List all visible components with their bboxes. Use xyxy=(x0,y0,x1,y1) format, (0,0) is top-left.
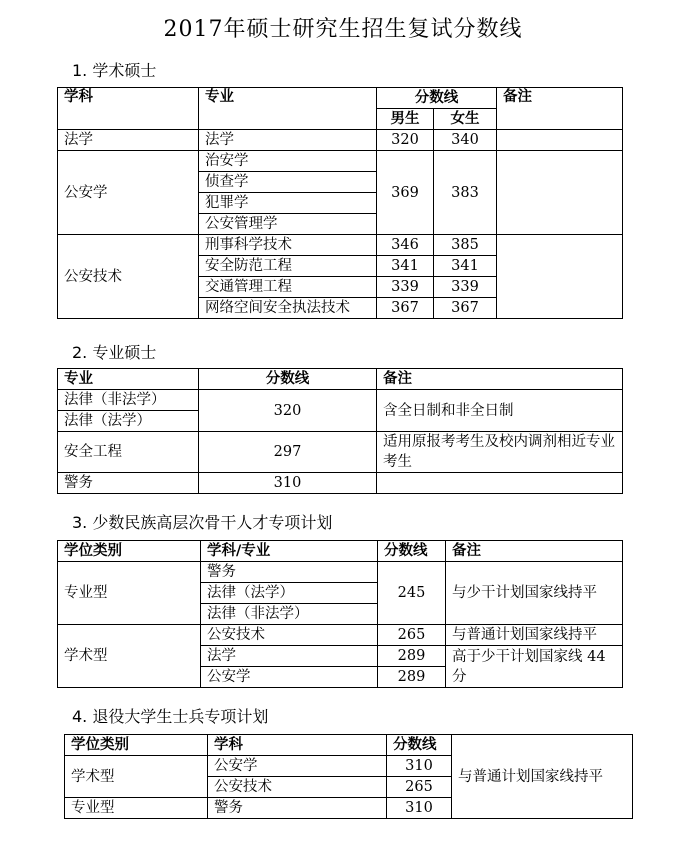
major-cell: 法学 xyxy=(199,130,377,151)
note-cell xyxy=(497,130,623,151)
header-male: 男生 xyxy=(377,109,434,130)
note-cell xyxy=(377,473,623,494)
header-subject: 学科 xyxy=(208,735,387,756)
subject-cell: 警务 xyxy=(201,562,378,583)
subject-cell: 公安学 xyxy=(201,667,378,688)
table-row xyxy=(58,390,623,411)
subject-cell: 法学 xyxy=(201,646,378,667)
header-type: 学位类别 xyxy=(58,541,201,562)
score-cell: 320 xyxy=(199,390,377,432)
note-cell: 适用原报考考生及校内调剂相近专业考生 xyxy=(377,432,623,473)
note-cell: 与普通计划国家线持平 xyxy=(452,735,633,819)
male-score: 369 xyxy=(377,151,434,235)
subject-cell: 公安技术 xyxy=(208,777,387,798)
type-cell: 专业型 xyxy=(65,798,208,819)
header-note: 备注 xyxy=(446,541,623,562)
header-female: 女生 xyxy=(434,109,497,130)
table-row xyxy=(58,130,623,151)
subject-cell: 法律（非法学） xyxy=(201,604,378,625)
section-2-heading: 2. 专业硕士 xyxy=(72,343,157,362)
subject-cell: 公安技术 xyxy=(58,235,199,319)
score-cell: 310 xyxy=(199,473,377,494)
type-cell: 学术型 xyxy=(58,625,201,688)
header-note: 备注 xyxy=(497,88,623,130)
table-row xyxy=(58,625,623,646)
type-cell: 专业型 xyxy=(58,562,201,625)
major-cell: 交通管理工程 xyxy=(199,277,377,298)
major-cell: 安全防范工程 xyxy=(199,256,377,277)
major-cell: 警务 xyxy=(58,473,199,494)
header-score: 分数线 xyxy=(377,88,497,109)
subject-cell: 公安学 xyxy=(208,756,387,777)
female-score: 341 xyxy=(434,256,497,277)
female-score: 385 xyxy=(434,235,497,256)
table-row xyxy=(58,562,623,583)
score-cell: 310 xyxy=(387,756,452,777)
subject-cell: 法学 xyxy=(58,130,199,151)
veteran-plan-table xyxy=(64,734,633,819)
note-cell xyxy=(497,151,623,235)
header-score: 分数线 xyxy=(378,541,446,562)
section-3-heading: 3. 少数民族高层次骨干人才专项计划 xyxy=(72,513,333,532)
score-cell: 265 xyxy=(387,777,452,798)
female-score: 339 xyxy=(434,277,497,298)
header-score: 分数线 xyxy=(387,735,452,756)
header-major: 专业 xyxy=(199,88,377,130)
major-cell: 法律（法学） xyxy=(58,411,199,432)
table-row xyxy=(58,432,623,473)
subject-cell: 公安学 xyxy=(58,151,199,235)
score-cell: 297 xyxy=(199,432,377,473)
major-cell: 治安学 xyxy=(199,151,377,172)
header-major: 专业 xyxy=(58,369,199,390)
major-cell: 法律（非法学） xyxy=(58,390,199,411)
section-1-heading: 1. 学术硕士 xyxy=(72,61,157,80)
major-cell: 犯罪学 xyxy=(199,193,377,214)
header-subject: 学科 xyxy=(58,88,199,130)
female-score: 383 xyxy=(434,151,497,235)
score-cell: 265 xyxy=(378,625,446,646)
subject-cell: 警务 xyxy=(208,798,387,819)
male-score: 320 xyxy=(377,130,434,151)
male-score: 346 xyxy=(377,235,434,256)
male-score: 341 xyxy=(377,256,434,277)
minority-plan-table xyxy=(57,540,623,688)
female-score: 340 xyxy=(434,130,497,151)
major-cell: 刑事科学技术 xyxy=(199,235,377,256)
header-score: 分数线 xyxy=(199,369,377,390)
table-row xyxy=(58,151,623,172)
score-cell: 289 xyxy=(378,646,446,667)
subject-cell: 法律（法学） xyxy=(201,583,378,604)
male-score: 367 xyxy=(377,298,434,319)
type-cell: 学术型 xyxy=(65,756,208,798)
page-title: 2017年硕士研究生招生复试分数线 xyxy=(163,17,523,42)
note-cell: 与普通计划国家线持平 xyxy=(446,625,623,646)
section-4-heading: 4. 退役大学生士兵专项计划 xyxy=(72,707,269,726)
note-cell xyxy=(497,235,623,319)
header-type: 学位类别 xyxy=(65,735,208,756)
note-cell: 与少干计划国家线持平 xyxy=(446,562,623,625)
subject-cell: 公安技术 xyxy=(201,625,378,646)
score-cell: 289 xyxy=(378,667,446,688)
note-cell: 含全日制和非全日制 xyxy=(377,390,623,432)
note-cell: 高于少干计划国家线 44 分 xyxy=(446,646,623,688)
table-row xyxy=(58,473,623,494)
professional-master-table xyxy=(57,368,623,494)
header-subject: 学科/专业 xyxy=(201,541,378,562)
academic-master-table xyxy=(57,87,623,319)
table-row xyxy=(58,235,623,256)
major-cell: 公安管理学 xyxy=(199,214,377,235)
header-note: 备注 xyxy=(377,369,623,390)
female-score: 367 xyxy=(434,298,497,319)
major-cell: 安全工程 xyxy=(58,432,199,473)
score-cell: 310 xyxy=(387,798,452,819)
major-cell: 网络空间安全执法技术 xyxy=(199,298,377,319)
score-cell: 245 xyxy=(378,562,446,625)
major-cell: 侦查学 xyxy=(199,172,377,193)
male-score: 339 xyxy=(377,277,434,298)
